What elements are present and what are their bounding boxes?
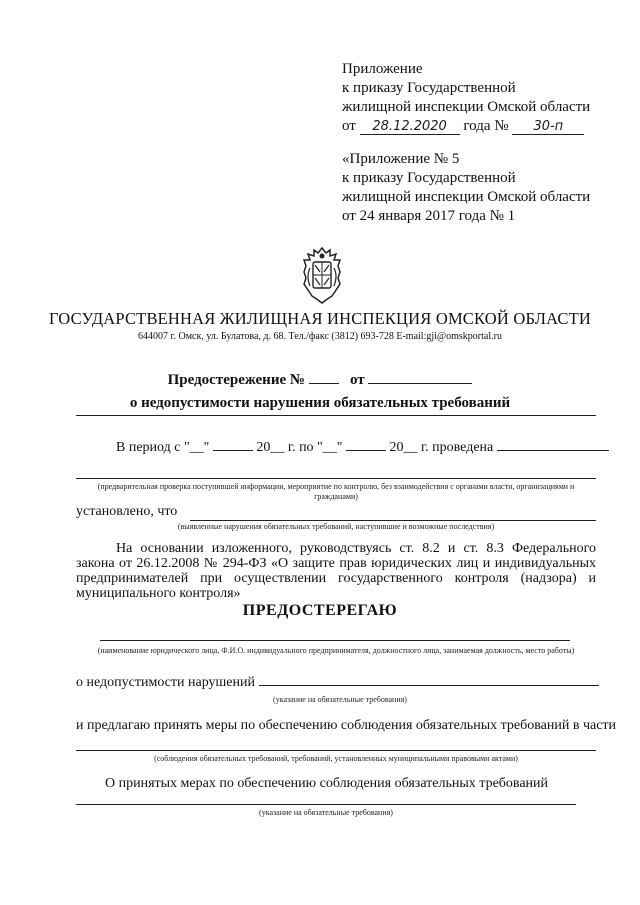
organization-name: ГОСУДАРСТВЕННАЯ ЖИЛИЩНАЯ ИНСПЕКЦИЯ ОМСКОЙ ОБЛАСТИ [48,309,592,328]
subject-caption: (наименование юридического лица, Ф.И.О. индивидуального предпринимателя, должностного лица, занимаемая должность, место работы) [97,646,575,655]
title-underline [76,415,596,416]
warning-number-field[interactable] [309,383,339,384]
warning-title-prefix: Предостережение № [167,372,305,388]
period-end-label: 20__ г. проведена [389,440,494,455]
appendix-date-line [342,117,612,136]
warning-title [0,372,640,389]
warning-subtitle: о недопустимости нарушения обязательных требований [129,395,511,411]
handwritten-number: 30-п [512,119,584,135]
period-line [116,440,609,456]
measures-line: О принятых мерах по обеспечению соблюдения обязательных требований [105,776,549,791]
appendix-line: к приказу Государственной [342,80,516,96]
year-number-label: года № [463,118,509,134]
period-end-month-field[interactable] [346,450,386,451]
basis-paragraph [76,541,596,601]
inspection-type-field[interactable] [497,450,609,451]
period-start-month-field[interactable] [213,450,253,451]
inspection-caption-cont: гражданами) [314,492,358,501]
measures-rule [76,804,576,805]
warning-title-from: от [349,372,365,388]
basis-text: На основании изложенного, руководствуясь ст. 8.2 и ст. 8.3 Федерального закона от 26.12.2008 № 294-ФЗ «О защите прав юридических лиц и индивидуальных предпринимателей при осуществлении государственного контроля (надзора) и муниципального контроля» [76,541,596,601]
compliance-rule [76,750,596,751]
requirements-caption: (указание на обязательные требования) [273,695,407,704]
inspection-caption: (предварительная проверка поступившей информации, мероприятие по контролю, без взаимодействия с органами власти, организациями и [97,482,575,491]
appendix-current [342,60,612,136]
period-start-label: В период с "__" [116,440,210,455]
appendix-previous [342,150,612,226]
established-label: установлено, что [76,504,178,519]
violations-caption: (выявленные нарушения обязательных требований, наступившие и возможные последствия) [177,522,495,531]
period-mid-label: 20__ г. по "__" [256,440,343,455]
appendix-line: к приказу Государственной [342,170,516,186]
requirements-field[interactable] [259,685,599,686]
appendix-line: от 24 января 2017 года № 1 [342,208,516,224]
propose-line: и предлагаю принять меры по обеспечению соблюдения обязательных требований в части [76,718,617,733]
warning-date-field[interactable] [368,383,472,384]
inadmissibility-label: о недопустимости нарушений [76,675,255,690]
appendix-line: Приложение [342,61,423,77]
coat-of-arms-icon [300,246,344,304]
handwritten-date: 28.12.2020 [360,119,460,135]
established-rule [190,520,596,521]
compliance-caption: (соблюдения обязательных требований, требований, установленных муниципальными правовыми актами) [154,754,518,763]
requirements-caption-2: (указание на обязательные требования) [259,808,393,817]
inadmissibility-line [76,675,599,691]
appendix-line: «Приложение № 5 [342,151,460,167]
subject-rule [100,640,570,641]
warn-heading: ПРЕДОСТЕРЕГАЮ [242,602,398,619]
inspection-rule [76,478,596,479]
organization-address: 644007 г. Омск, ул. Булатова, д. 68. Тел./факс (3812) 693-728 E-mail:gji@omskportal.ru [138,331,502,342]
appendix-line: жилищной инспекции Омской области [342,99,591,115]
from-label: от [342,118,356,134]
appendix-line: жилищной инспекции Омской области [342,189,591,205]
